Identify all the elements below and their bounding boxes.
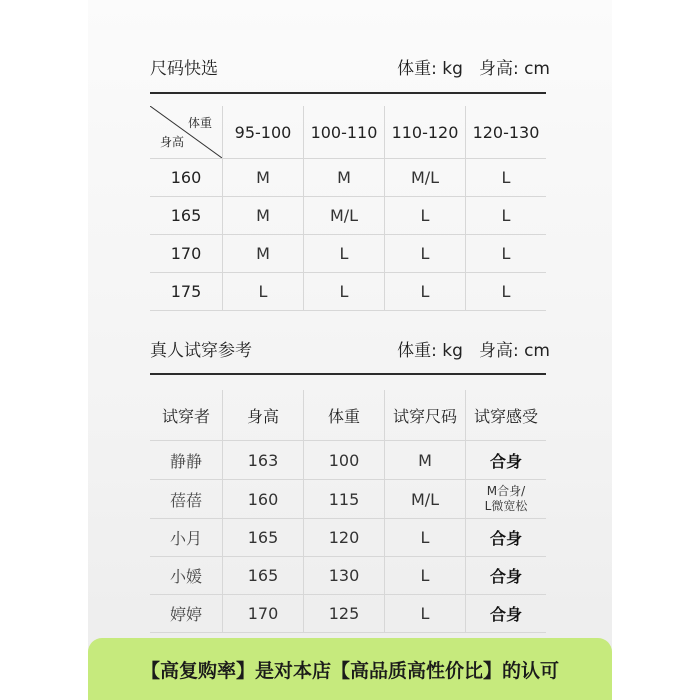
size-cell: M <box>222 197 303 234</box>
tester-height: 170 <box>222 595 303 632</box>
quick-size-table <box>150 106 546 311</box>
header-cell: 体重 <box>303 390 384 440</box>
tester-name: 蓓蓓 <box>169 490 202 510</box>
trial-table <box>150 390 546 633</box>
table-row <box>150 519 546 557</box>
table-row <box>150 557 546 595</box>
table-row <box>150 273 546 311</box>
tester-name: 小媛 <box>169 567 202 586</box>
quick-size-header <box>150 52 550 80</box>
tester-weight: 100 <box>303 441 384 479</box>
header-cell: 身高 <box>222 390 303 440</box>
table-row <box>150 441 546 480</box>
promo-banner <box>88 638 612 700</box>
tester-weight: 125 <box>303 595 384 632</box>
table-row <box>150 480 546 519</box>
height-unit-label: 身高: cm <box>478 58 550 79</box>
table-row <box>150 159 546 197</box>
size-cell: L <box>465 159 546 196</box>
tester-height: 165 <box>222 519 303 556</box>
height-cell: 160 <box>170 168 202 187</box>
quick-size-units <box>397 54 550 79</box>
weight-header-cell: 100-110 <box>303 106 384 158</box>
size-cell: M <box>222 159 303 196</box>
size-cell: L <box>222 273 303 310</box>
tester-name: 静静 <box>169 451 202 471</box>
table-row <box>150 235 546 273</box>
tester-feel: 合身 <box>465 595 546 632</box>
trial-divider <box>150 373 546 375</box>
tester-feel: 合身 <box>465 557 546 594</box>
height-cell: 170 <box>170 244 202 263</box>
size-cell: L <box>465 273 546 310</box>
height-unit-label: 身高: cm <box>478 340 550 361</box>
size-cell: M/L <box>303 197 384 234</box>
size-cell: L <box>465 197 546 234</box>
tester-feel-line2: L微宽松 <box>484 499 528 513</box>
tester-weight: 120 <box>303 519 384 556</box>
trial-header-row <box>150 390 546 441</box>
trial-header <box>150 334 550 362</box>
tester-size: M <box>384 441 465 479</box>
quick-size-header-row <box>150 106 546 159</box>
size-cell: L <box>384 273 465 310</box>
tester-feel <box>465 480 546 518</box>
tester-size: L <box>384 557 465 594</box>
table-row <box>150 197 546 235</box>
size-cell: M <box>222 235 303 272</box>
size-cell: L <box>384 235 465 272</box>
tester-feel-line1: M合身/ <box>486 484 526 498</box>
weight-unit-label: 体重: kg <box>397 58 463 79</box>
tester-name: 婷婷 <box>169 605 202 624</box>
height-cell: 165 <box>170 206 202 225</box>
trial-units <box>397 336 550 361</box>
size-cell: M/L <box>384 159 465 196</box>
table-row <box>150 595 546 633</box>
tester-size: L <box>384 595 465 632</box>
tester-size: M/L <box>384 480 465 518</box>
size-cell: L <box>303 273 384 310</box>
weight-header-cell: 120-130 <box>465 106 546 158</box>
size-cell: L <box>303 235 384 272</box>
header-cell: 试穿感受 <box>465 390 546 440</box>
tester-height: 165 <box>222 557 303 594</box>
corner-weight-label: 体重 <box>187 116 212 130</box>
height-cell: 175 <box>170 282 202 301</box>
tester-weight: 115 <box>303 480 384 518</box>
tester-weight: 130 <box>303 557 384 594</box>
tester-height: 160 <box>222 480 303 518</box>
corner-height-label: 身高 <box>160 135 185 149</box>
tester-name: 小月 <box>169 529 202 548</box>
trial-title: 真人试穿参考 <box>150 340 252 361</box>
quick-size-divider <box>150 92 546 94</box>
header-cell: 试穿者 <box>161 406 210 426</box>
corner-cell <box>150 106 222 158</box>
weight-header-cell: 95-100 <box>222 106 303 158</box>
promo-banner-text: 【高复购率】是对本店【高品质高性价比】的认可 <box>140 659 559 682</box>
weight-unit-label: 体重: kg <box>397 340 463 361</box>
tester-feel: 合身 <box>465 441 546 479</box>
weight-header-cell: 110-120 <box>384 106 465 158</box>
tester-feel: 合身 <box>465 519 546 556</box>
quick-size-title: 尺码快选 <box>150 58 218 79</box>
size-cell: L <box>384 197 465 234</box>
header-cell: 试穿尺码 <box>384 390 465 440</box>
tester-height: 163 <box>222 441 303 479</box>
size-cell: M <box>303 159 384 196</box>
size-cell: L <box>465 235 546 272</box>
tester-size: L <box>384 519 465 556</box>
